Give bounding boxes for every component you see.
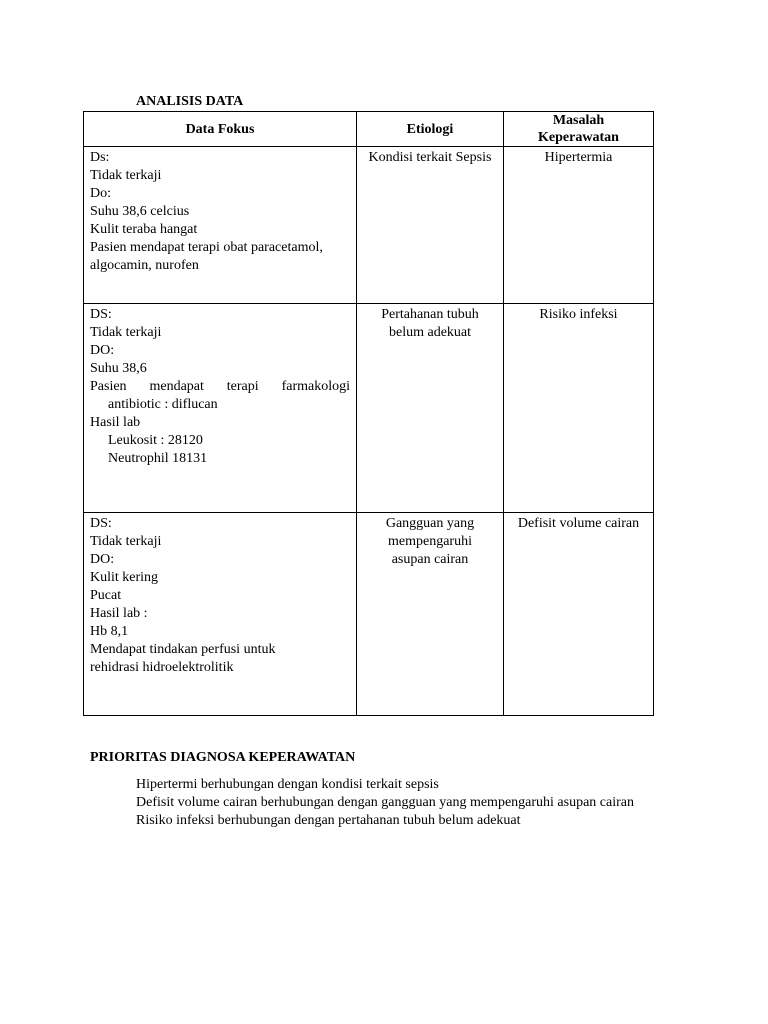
table-row xyxy=(84,147,654,304)
table-row xyxy=(84,304,654,513)
data-fokus-line: DO: xyxy=(90,343,115,358)
etiologi-cell xyxy=(357,513,504,716)
list-item: Defisit volume cairan berhubungan dengan gangguan yang mempengaruhi asupan cairan xyxy=(136,795,634,810)
etiologi-line: mempengaruhi xyxy=(388,534,472,549)
header-masalah-line2: Keperawatan xyxy=(538,130,619,145)
data-fokus-cell xyxy=(84,513,357,716)
data-fokus-line: Neutrophil 18131 xyxy=(108,451,208,466)
data-fokus-line: Suhu 38,6 celcius xyxy=(90,204,190,219)
analisis-data-title: ANALISIS DATA xyxy=(136,94,244,109)
etiologi-line: asupan cairan xyxy=(391,552,469,567)
data-fokus-line: Pasien mendapat terapi farmakologi xyxy=(90,379,350,394)
prioritas-diagnosa-list xyxy=(136,776,634,830)
list-item: Hipertermi berhubungan dengan kondisi terkait sepsis xyxy=(136,777,439,792)
header-masalah-line1: Masalah xyxy=(552,113,605,128)
masalah-cell xyxy=(504,304,654,513)
masalah-cell xyxy=(504,513,654,716)
etiologi-cell xyxy=(357,304,504,513)
data-fokus-line: Mendapat tindakan perfusi untuk xyxy=(90,642,276,657)
data-fokus-line: Kulit kering xyxy=(90,570,159,585)
table-header-row xyxy=(84,112,654,147)
data-fokus-line: Hasil lab : xyxy=(90,606,148,621)
data-fokus-cell xyxy=(84,304,357,513)
data-fokus-line: Leukosit : 28120 xyxy=(108,433,203,448)
data-fokus-line: antibiotic : diflucan xyxy=(108,397,218,412)
data-fokus-line: Ds: xyxy=(90,150,110,165)
analisis-data-table xyxy=(83,111,654,716)
data-fokus-line: Suhu 38,6 xyxy=(90,361,147,376)
list-item: Risiko infeksi berhubungan dengan pertahanan tubuh belum adekuat xyxy=(136,813,521,828)
data-fokus-line: DO: xyxy=(90,552,115,567)
data-fokus-line: DS: xyxy=(90,516,112,531)
table-row xyxy=(84,513,654,716)
data-fokus-line: Tidak terkaji xyxy=(90,534,162,549)
data-fokus-line: Kulit teraba hangat xyxy=(90,222,198,237)
masalah-cell xyxy=(504,147,654,304)
data-fokus-line: Pucat xyxy=(90,588,122,603)
data-fokus-line: Pasien mendapat terapi obat paracetamol, xyxy=(90,240,323,255)
data-fokus-cell xyxy=(84,147,357,304)
data-fokus-line: Tidak terkaji xyxy=(90,325,162,340)
data-fokus-line: Hb 8,1 xyxy=(90,624,129,639)
header-data-fokus: Data Fokus xyxy=(84,112,357,147)
data-fokus-line: Hasil lab xyxy=(90,415,141,430)
masalah-line: Defisit volume cairan xyxy=(517,516,640,531)
etiologi-line: belum adekuat xyxy=(388,325,472,340)
data-fokus-line: DS: xyxy=(90,307,112,322)
etiologi-cell xyxy=(357,147,504,304)
masalah-line: Hipertermia xyxy=(544,150,613,165)
data-fokus-line: Do: xyxy=(90,186,111,201)
data-fokus-line: rehidrasi hidroelektrolitik xyxy=(90,660,234,675)
etiologi-line: Gangguan yang xyxy=(385,516,475,531)
etiologi-line: Pertahanan tubuh xyxy=(381,307,479,322)
header-etiologi: Etiologi xyxy=(357,112,504,147)
data-fokus-line: algocamin, nurofen xyxy=(90,258,199,273)
data-fokus-line: Tidak terkaji xyxy=(90,168,162,183)
header-masalah-keperawatan xyxy=(504,112,654,147)
prioritas-diagnosa-title: PRIORITAS DIAGNOSA KEPERAWATAN xyxy=(90,750,356,765)
masalah-line: Risiko infeksi xyxy=(539,307,618,322)
etiologi-line: Kondisi terkait Sepsis xyxy=(368,150,492,165)
